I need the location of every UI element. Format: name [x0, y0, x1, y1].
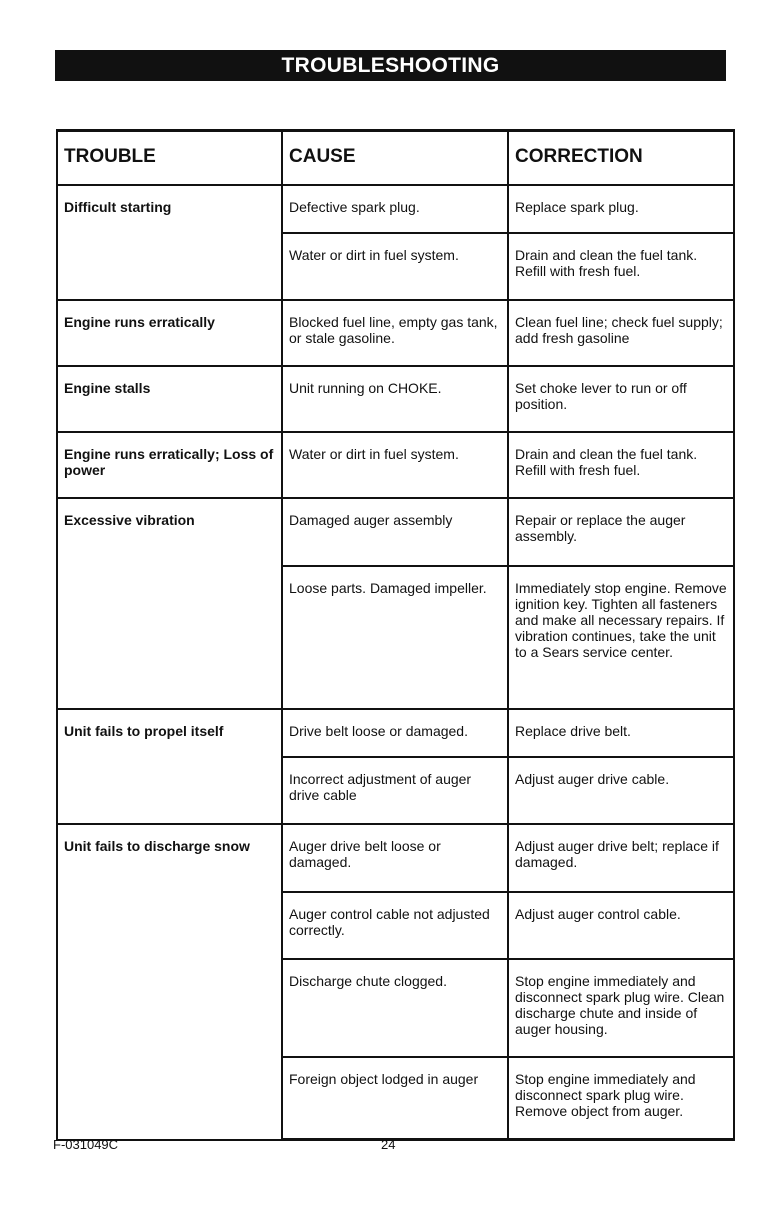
correction-cell: Adjust auger drive belt; replace if damaged.	[508, 824, 734, 892]
cause-cell: Auger drive belt loose or damaged.	[282, 824, 508, 892]
table-row	[57, 185, 734, 233]
correction-cell: Repair or replace the auger assembly.	[508, 498, 734, 566]
table-row	[57, 824, 734, 892]
correction-cell: Replace drive belt.	[508, 709, 734, 757]
correction-cell: Drain and clean the fuel tank. Refill with fresh fuel.	[508, 432, 734, 498]
correction-cell: Set choke lever to run or off position.	[508, 366, 734, 432]
cause-cell: Water or dirt in fuel system.	[282, 233, 508, 300]
correction-cell: Stop engine immediately and disconnect spark plug wire. Clean discharge chute and inside of auger housing.	[508, 959, 734, 1057]
troubleshooting-table	[56, 129, 735, 1141]
trouble-cell: Engine runs erratically; Loss of power	[57, 432, 282, 498]
table-row	[57, 300, 734, 366]
cause-cell: Defective spark plug.	[282, 185, 508, 233]
table-row	[57, 432, 734, 498]
page-title: TROUBLESHOOTING	[55, 50, 726, 81]
trouble-cell: Difficult starting	[57, 185, 282, 300]
cause-cell: Blocked fuel line, empty gas tank, or stale gasoline.	[282, 300, 508, 366]
header-correction: CORRECTION	[508, 131, 734, 185]
trouble-cell: Unit fails to discharge snow	[57, 824, 282, 1140]
trouble-cell: Engine stalls	[57, 366, 282, 432]
document-code: F-031049C	[53, 1137, 119, 1152]
correction-cell: Drain and clean the fuel tank. Refill with fresh fuel.	[508, 233, 734, 300]
correction-cell: Adjust auger drive cable.	[508, 757, 734, 824]
header-trouble: TROUBLE	[57, 131, 282, 185]
table-row	[57, 366, 734, 432]
cause-cell: Damaged auger assembly	[282, 498, 508, 566]
cause-cell: Discharge chute clogged.	[282, 959, 508, 1057]
cause-cell: Foreign object lodged in auger	[282, 1057, 508, 1140]
page-number: 24	[381, 1137, 396, 1152]
correction-cell: Stop engine immediately and disconnect spark plug wire. Remove object from auger.	[508, 1057, 734, 1140]
correction-cell: Immediately stop engine. Remove ignition key. Tighten all fasteners and make all necessary repairs. If vibration continues, take the unit to a Sears service center.	[508, 566, 734, 709]
correction-cell: Clean fuel line; check fuel supply; add fresh gasoline	[508, 300, 734, 366]
table-header-row	[57, 131, 734, 185]
trouble-cell: Unit fails to propel itself	[57, 709, 282, 824]
table-row	[57, 709, 734, 757]
table-row	[57, 498, 734, 566]
cause-cell: Water or dirt in fuel system.	[282, 432, 508, 498]
cause-cell: Drive belt loose or damaged.	[282, 709, 508, 757]
cause-cell: Auger control cable not adjusted correctly.	[282, 892, 508, 959]
cause-cell: Unit running on CHOKE.	[282, 366, 508, 432]
correction-cell: Replace spark plug.	[508, 185, 734, 233]
trouble-cell: Engine runs erratically	[57, 300, 282, 366]
cause-cell: Loose parts. Damaged impeller.	[282, 566, 508, 709]
cause-cell: Incorrect adjustment of auger drive cable	[282, 757, 508, 824]
correction-cell: Adjust auger control cable.	[508, 892, 734, 959]
trouble-cell: Excessive vibration	[57, 498, 282, 709]
header-cause: CAUSE	[282, 131, 508, 185]
